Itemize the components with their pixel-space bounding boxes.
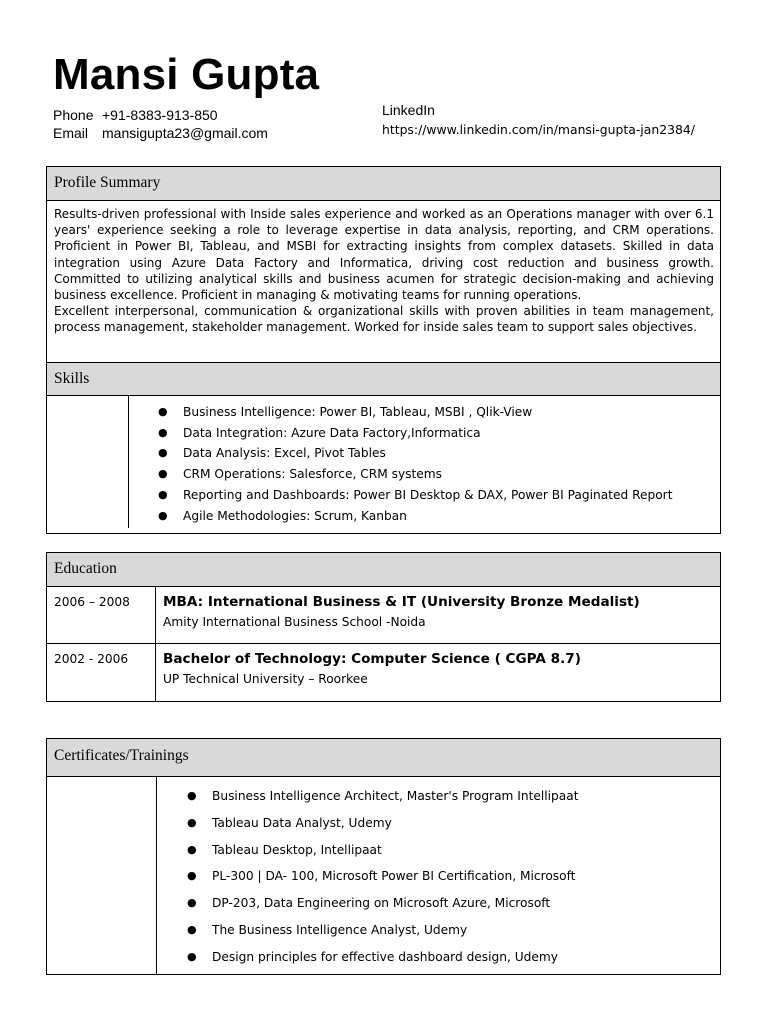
certificates-heading: Certificates/Trainings: [47, 739, 720, 777]
bullet-icon: ●: [158, 425, 168, 439]
linkedin-label: LinkedIn: [382, 102, 435, 118]
certificate-item-text: The Business Intelligence Analyst, Udemy: [212, 922, 468, 937]
certificate-item: [187, 944, 720, 971]
skill-item-text: Data Analysis: Excel, Pivot Tables: [183, 446, 386, 461]
skill-item-text: Agile Methodologies: Scrum, Kanban: [183, 508, 407, 523]
profile-summary-text: [47, 201, 720, 362]
certificates-section: [46, 738, 721, 975]
skill-item-text: CRM Operations: Salesforce, CRM systems: [183, 467, 443, 482]
certificate-item-text: PL-300 | DA- 100, Microsoft Power BI Certification, Microsoft: [212, 869, 576, 884]
bullet-icon: ●: [187, 949, 197, 963]
linkedin-link[interactable]: https://www.linkedin.com/in/mansi-gupta-jan2384/: [382, 122, 695, 137]
skills-list-cell: [129, 396, 720, 528]
certificates-left-cell: [47, 777, 157, 974]
certificate-item-text: Tableau Desktop, Intellipaat: [212, 842, 382, 857]
education-section: [46, 552, 721, 702]
skill-item: [158, 443, 720, 464]
skill-item: [158, 464, 720, 485]
skill-item-text: Data Integration: Azure Data Factory,Informatica: [183, 425, 481, 440]
education-details: [156, 644, 720, 701]
education-details: [156, 587, 720, 643]
education-entry: [47, 644, 720, 701]
bullet-icon: ●: [187, 842, 197, 856]
phone-label: Phone: [53, 107, 94, 123]
bullet-icon: ●: [187, 922, 197, 936]
education-degree: Bachelor of Technology: Computer Science ( CGPA 8.7): [163, 651, 581, 667]
certificates-table-row: [47, 777, 720, 974]
skill-item: [158, 402, 720, 423]
skill-item: [158, 423, 720, 444]
skills-table-row: [47, 396, 720, 528]
education-heading: Education: [47, 553, 720, 587]
skill-item: [158, 485, 720, 506]
email-line: [53, 124, 268, 142]
summary-paragraph-2: Excellent interpersonal, communication & organizational skills with proven abilities in team management, process management, stakeholder management. Worked for inside sales team to support sales objectives.: [54, 304, 714, 335]
bullet-icon: ●: [158, 467, 168, 481]
candidate-name: Mansi Gupta: [53, 50, 320, 99]
certificates-list: [187, 783, 720, 971]
skill-item: [158, 506, 720, 527]
skill-item-text: Business Intelligence: Power BI, Tableau, MSBI , Qlik-View: [183, 405, 533, 419]
certificate-item-text: Business Intelligence Architect, Master's Program Intellipaat: [212, 789, 579, 803]
bullet-icon: ●: [187, 815, 197, 829]
certificate-item: [187, 837, 720, 864]
bullet-icon: ●: [187, 789, 197, 802]
education-years: 2006 – 2008: [47, 587, 156, 643]
phone-line: [53, 106, 268, 124]
bullet-icon: ●: [158, 446, 168, 460]
certificate-item: [187, 810, 720, 837]
linkedin-block: [382, 101, 695, 139]
bullet-icon: ●: [187, 869, 197, 883]
contact-block: [53, 106, 268, 142]
email-label: Email: [53, 125, 89, 141]
profile-skills-section: [46, 166, 721, 534]
education-entry: [47, 587, 720, 644]
skills-left-cell: [47, 396, 129, 528]
profile-summary-heading: Profile Summary: [47, 167, 720, 201]
skill-item-text: Reporting and Dashboards: Power BI Desktop & DAX, Power BI Paginated Report: [183, 487, 673, 502]
certificate-item: [187, 783, 720, 810]
phone-value: +91-8383-913-850: [102, 107, 218, 123]
education-school: Amity International Business School -Noida: [163, 615, 426, 629]
education-years: 2002 - 2006: [47, 644, 156, 701]
skills-heading: Skills: [47, 362, 720, 396]
certificate-item-text: Design principles for effective dashboard design, Udemy: [212, 949, 558, 964]
education-degree: MBA: International Business & IT (University Bronze Medalist): [163, 594, 640, 610]
skills-list: [158, 402, 720, 526]
certificate-item: [187, 890, 720, 917]
bullet-icon: ●: [158, 487, 168, 501]
certificate-item: [187, 917, 720, 944]
bullet-icon: ●: [158, 508, 168, 522]
summary-paragraph-1: Results-driven professional with Inside sales experience and worked as an Operations manager with over 6.1 years' experience seeking a role to leverage expertise in data analysis, reporting, and CRM operations. Proficient in Power BI, Tableau, and MSBI for extracting insights from complex datasets. Skilled in data integration using Azure Data Factory and Informatica, driving cost reduction and business growth. Committed to utilizing analytical skills and business acumen for strategic decision-making and achieving business excellence. Proficient in managing & motivating teams for running operations.: [54, 207, 714, 303]
certificate-item-text: DP-203, Data Engineering on Microsoft Azure, Microsoft: [212, 896, 551, 911]
certificate-item-text: Tableau Data Analyst, Udemy: [212, 815, 392, 830]
education-school: UP Technical University – Roorkee: [163, 672, 368, 686]
bullet-icon: ●: [187, 896, 197, 910]
certificates-list-cell: [157, 777, 720, 974]
certificate-item: [187, 863, 720, 890]
bullet-icon: ●: [158, 405, 168, 418]
email-link[interactable]: mansigupta23@gmail.com: [102, 125, 268, 141]
